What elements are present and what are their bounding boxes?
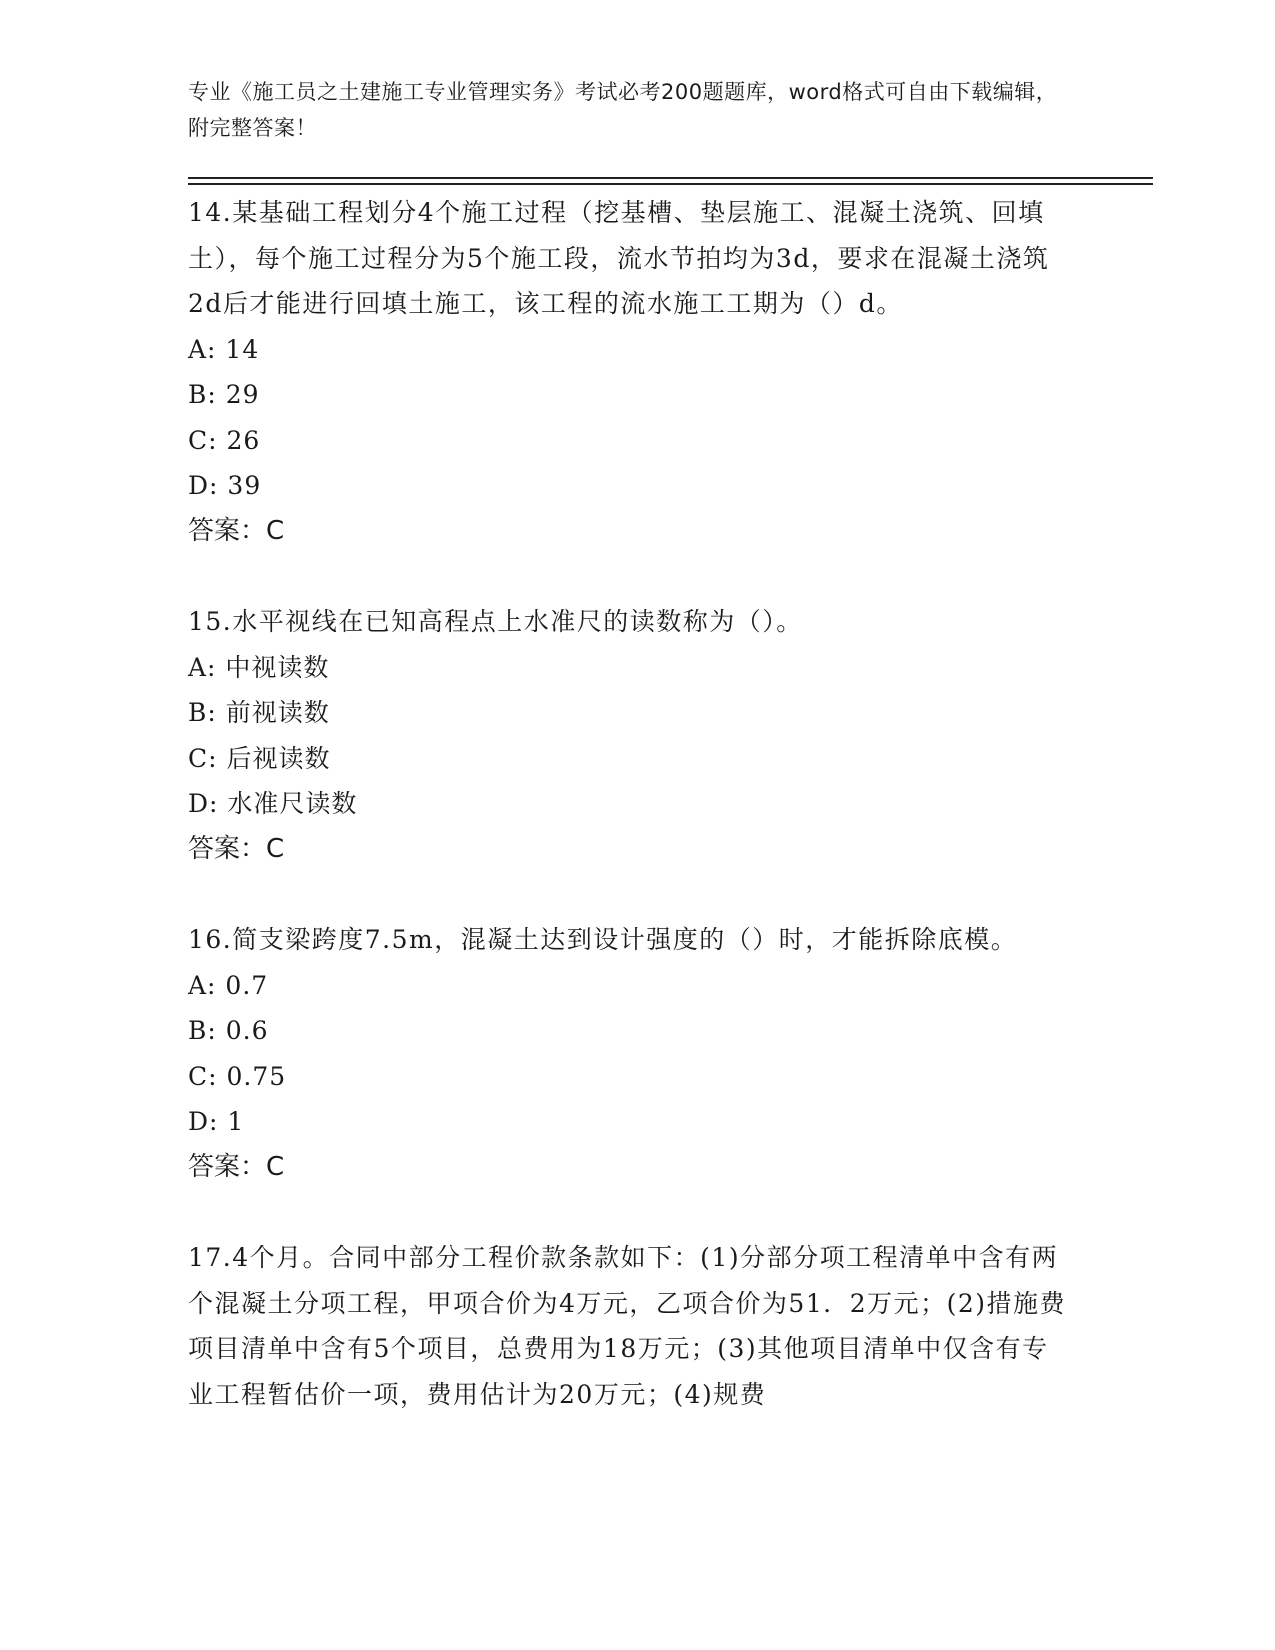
question-16: [188, 917, 1068, 1190]
header-rule-bottom: [188, 183, 1153, 185]
option-a: A: 中视读数: [188, 652, 330, 682]
option-c: C: 后视读数: [188, 743, 331, 773]
question-15: [188, 599, 1068, 872]
question-text: 15.水平视线在已知高程点上水准尺的读数称为（）。: [188, 607, 803, 636]
answer: 答案：C: [188, 833, 285, 864]
option-b: B: 前视读数: [188, 698, 330, 727]
answer: 答案：C: [188, 515, 285, 546]
option-c: C: 0.75: [188, 1061, 287, 1091]
option-d: D: 39: [188, 471, 262, 500]
question-17: [188, 1235, 1068, 1417]
option-d: D: 1: [188, 1107, 245, 1136]
option-a: A: 14: [188, 334, 260, 364]
option-d: D: 水准尺读数: [188, 789, 358, 818]
option-a: A: 0.7: [188, 970, 269, 1000]
question-text: 14.某基础工程划分4个施工过程（挖基槽、垫层施工、混凝土浇筑、回填土），每个施工过程分为5个施工段，流水节拍均为3d，要求在混凝土浇筑2d后才能进行回填土施工，该工程的流水施工工期为（）d。: [188, 198, 1050, 318]
question-list: [188, 190, 1068, 1417]
question-text: 16.简支梁跨度7.5m，混凝土达到设计强度的（）时，才能拆除底模。: [188, 925, 1018, 954]
page-header: 专业《施工员之土建施工专业管理实务》考试必考200题题库，word格式可自由下载编辑，附完整答案！: [188, 80, 1058, 140]
option-b: B: 0.6: [188, 1016, 269, 1045]
header-rule-top: [188, 177, 1153, 179]
question-14: [188, 190, 1068, 554]
answer: 答案：C: [188, 1151, 285, 1182]
option-b: B: 29: [188, 380, 260, 409]
question-text: 17.4个月。合同中部分工程价款条款如下：(1)分部分项工程清单中含有两个混凝土分项工程，甲项合价为4万元，乙项合价为51．2万元；(2)措施费项目清单中含有5个项目，总费用为18万元；(3)其他项目清单中仅含有专业工程暂估价一项，费用估计为20万元；(4)规费: [188, 1243, 1067, 1409]
option-c: C: 26: [188, 425, 261, 455]
